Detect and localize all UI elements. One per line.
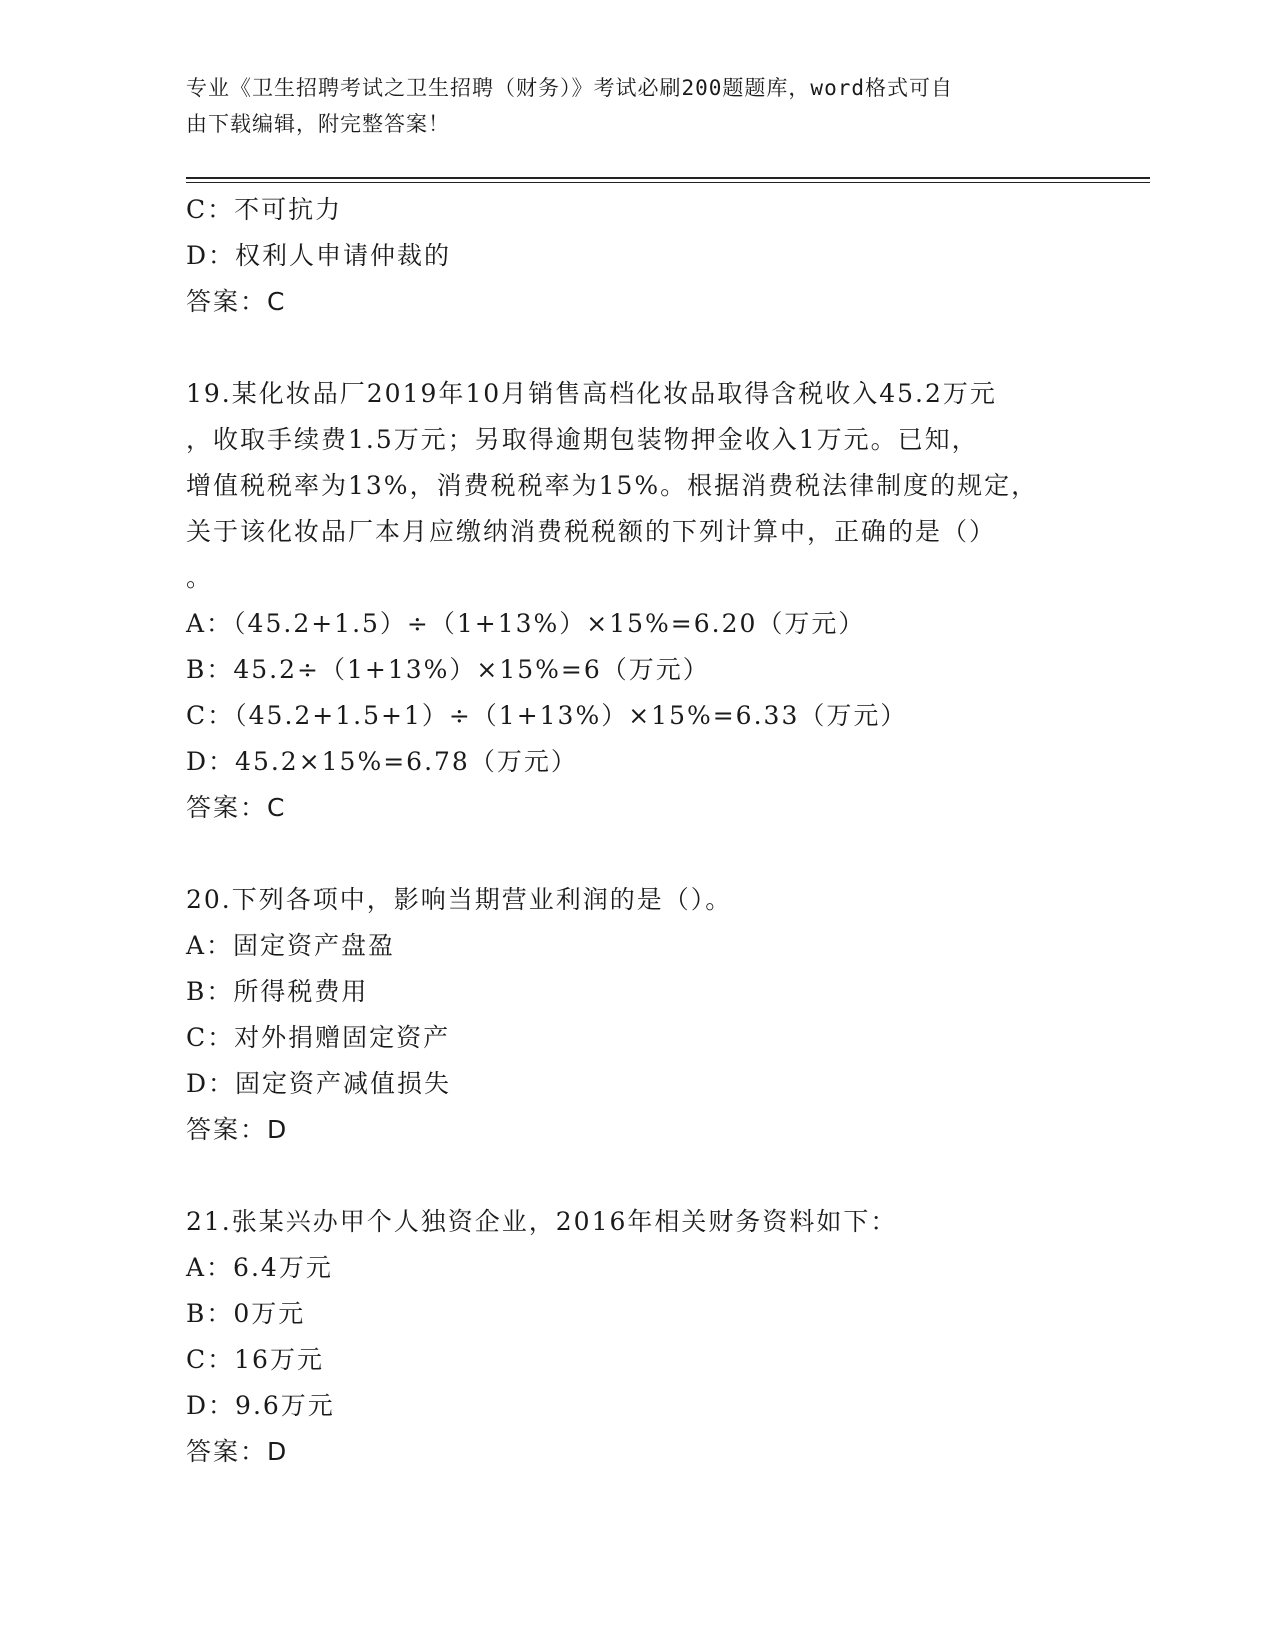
question-stem-line: 19.某化妆品厂2019年10月销售高档化妆品取得含税收入45.2万元: [186, 379, 997, 408]
header-rule-thick: [186, 177, 1150, 179]
question-stem: 21.张某兴办甲个人独资企业，2016年相关财务资料如下：: [186, 1207, 898, 1236]
answer: 答案：D: [186, 1437, 289, 1466]
option-c: C：不可抗力: [186, 195, 343, 224]
option-a: A：6.4万元: [186, 1253, 333, 1282]
option-a: A：固定资产盘盈: [186, 931, 396, 960]
option-d: D：固定资产减值损失: [186, 1069, 452, 1098]
option-b: B：0万元: [186, 1299, 306, 1328]
answer: 答案：C: [186, 287, 287, 316]
option-d: D：45.2×15%=6.78（万元）: [186, 747, 578, 776]
option-b: B：所得税费用: [186, 977, 369, 1006]
header-line-1: 专业《卫生招聘考试之卫生招聘（财务）》考试必刷200题题库，word格式可自: [186, 76, 953, 100]
question-stem-line: 增值税税率为13%，消费税税率为15%。根据消费税法律制度的规定，: [186, 471, 1039, 500]
question-19: [186, 371, 1086, 831]
header-line-2: 由下载编辑，附完整答案！: [186, 112, 450, 136]
option-c: C：（45.2+1.5+1）÷（1+13%）×15%=6.33（万元）: [186, 701, 908, 730]
question-stem: 20.下列各项中，影响当期营业利润的是（）。: [186, 885, 733, 914]
question-stem-line: 关于该化妆品厂本月应缴纳消费税税额的下列计算中，正确的是（）: [186, 517, 997, 546]
question-20: [186, 877, 1086, 1153]
question-stem-line: 。: [186, 563, 214, 592]
option-d: D：权利人申请仲裁的: [186, 241, 452, 270]
question-21: [186, 1199, 1086, 1475]
option-b: B：45.2÷（1+13%）×15%=6（万元）: [186, 655, 710, 684]
option-c: C：对外捐赠固定资产: [186, 1023, 451, 1052]
question-18-tail: [186, 187, 1086, 325]
header-rule-thin: [186, 182, 1150, 183]
page-header: [186, 70, 1086, 142]
answer: 答案：D: [186, 1115, 289, 1144]
question-stem-line: ，收取手续费1.5万元；另取得逾期包装物押金收入1万元。已知，: [186, 425, 979, 454]
question-list: [186, 187, 1086, 1475]
option-c: C：16万元: [186, 1345, 324, 1374]
option-d: D：9.6万元: [186, 1391, 335, 1420]
answer: 答案：C: [186, 793, 287, 822]
option-a: A：（45.2+1.5）÷（1+13%）×15%=6.20（万元）: [186, 609, 866, 638]
